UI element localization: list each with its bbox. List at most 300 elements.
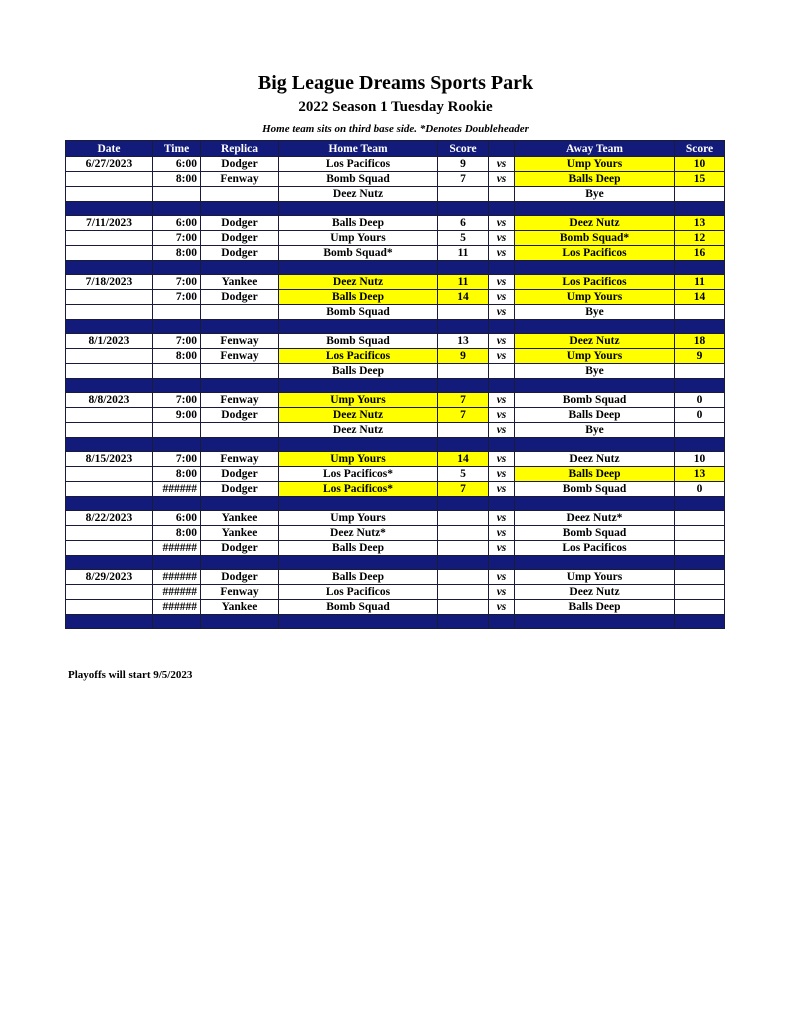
- field-replica: Dodger: [201, 570, 279, 585]
- game-date: 6/27/2023: [66, 157, 153, 172]
- separator-cell: [201, 379, 279, 393]
- header-home-team: Home Team: [279, 141, 438, 157]
- vs-label: vs: [489, 172, 515, 187]
- home-team: Bomb Squad: [279, 305, 438, 320]
- game-time: 8:00: [153, 172, 201, 187]
- away-team: Ump Yours: [515, 570, 675, 585]
- game-row: [66, 393, 725, 408]
- game-time: 7:00: [153, 452, 201, 467]
- game-date: 8/8/2023: [66, 393, 153, 408]
- away-team: Bomb Squad: [515, 393, 675, 408]
- separator-cell: [489, 615, 515, 629]
- game-time: 7:00: [153, 231, 201, 246]
- field-replica: Yankee: [201, 275, 279, 290]
- separator-cell: [515, 202, 675, 216]
- away-team: Los Pacificos: [515, 541, 675, 556]
- game-time: [153, 187, 201, 202]
- page-title: Big League Dreams Sports Park: [257, 72, 534, 94]
- field-replica: [201, 305, 279, 320]
- away-score: 13: [675, 467, 725, 482]
- playoffs-note: Playoffs will start 9/5/2023: [68, 669, 193, 681]
- separator-cell: [489, 320, 515, 334]
- game-time: 6:00: [153, 157, 201, 172]
- separator-cell: [438, 438, 489, 452]
- game-time: ######: [153, 570, 201, 585]
- page-subtitle: 2022 Season 1 Tuesday Rookie: [298, 99, 493, 115]
- home-team: Balls Deep: [279, 216, 438, 231]
- home-score: [438, 526, 489, 541]
- game-row: [66, 408, 725, 423]
- vs-label: vs: [489, 157, 515, 172]
- home-score: 7: [438, 172, 489, 187]
- away-team: Deez Nutz: [515, 452, 675, 467]
- field-replica: Yankee: [201, 600, 279, 615]
- vs-label: vs: [489, 393, 515, 408]
- game-time: 8:00: [153, 467, 201, 482]
- separator-cell: [515, 497, 675, 511]
- away-score: [675, 541, 725, 556]
- separator-cell: [279, 615, 438, 629]
- away-score: 10: [675, 157, 725, 172]
- vs-label: vs: [489, 216, 515, 231]
- field-replica: [201, 423, 279, 438]
- game-date: [66, 246, 153, 261]
- separator-cell: [489, 497, 515, 511]
- separator-cell: [66, 320, 153, 334]
- separator-cell: [201, 261, 279, 275]
- game-row: [66, 157, 725, 172]
- vs-label: vs: [489, 246, 515, 261]
- game-date: 7/18/2023: [66, 275, 153, 290]
- field-replica: Dodger: [201, 157, 279, 172]
- separator-cell: [515, 438, 675, 452]
- separator-cell: [438, 261, 489, 275]
- home-score: [438, 423, 489, 438]
- week-separator: [66, 261, 725, 275]
- separator-cell: [489, 379, 515, 393]
- separator-cell: [201, 615, 279, 629]
- away-team: Ump Yours: [515, 349, 675, 364]
- away-score: [675, 423, 725, 438]
- field-replica: Dodger: [201, 541, 279, 556]
- game-date: 8/1/2023: [66, 334, 153, 349]
- home-team: Los Pacificos*: [279, 482, 438, 497]
- game-row: [66, 541, 725, 556]
- field-replica: Dodger: [201, 216, 279, 231]
- week-separator: [66, 497, 725, 511]
- game-row: [66, 364, 725, 379]
- vs-label: [489, 364, 515, 379]
- separator-cell: [153, 615, 201, 629]
- week-separator: [66, 320, 725, 334]
- vs-label: vs: [489, 408, 515, 423]
- home-team: Ump Yours: [279, 511, 438, 526]
- separator-cell: [489, 438, 515, 452]
- separator-cell: [438, 556, 489, 570]
- vs-label: vs: [489, 305, 515, 320]
- separator-cell: [153, 261, 201, 275]
- away-score: 10: [675, 452, 725, 467]
- away-team: Los Pacificos: [515, 275, 675, 290]
- game-time: 8:00: [153, 246, 201, 261]
- game-date: [66, 408, 153, 423]
- game-date: 8/15/2023: [66, 452, 153, 467]
- game-row: [66, 511, 725, 526]
- game-row: [66, 216, 725, 231]
- away-score: 0: [675, 482, 725, 497]
- home-score: [438, 585, 489, 600]
- separator-cell: [66, 261, 153, 275]
- game-date: 7/11/2023: [66, 216, 153, 231]
- separator-cell: [153, 438, 201, 452]
- game-time: 9:00: [153, 408, 201, 423]
- home-team: Bomb Squad*: [279, 246, 438, 261]
- schedule-note: Home team sits on third base side. *Denotes Doubleheader: [262, 123, 529, 135]
- field-replica: Fenway: [201, 452, 279, 467]
- separator-cell: [675, 615, 725, 629]
- game-date: [66, 541, 153, 556]
- separator-cell: [153, 202, 201, 216]
- separator-cell: [279, 556, 438, 570]
- separator-cell: [279, 261, 438, 275]
- field-replica: Dodger: [201, 290, 279, 305]
- game-row: [66, 231, 725, 246]
- game-row: [66, 246, 725, 261]
- home-team: Deez Nutz: [279, 275, 438, 290]
- separator-cell: [66, 438, 153, 452]
- week-separator: [66, 615, 725, 629]
- separator-cell: [279, 379, 438, 393]
- game-time: ######: [153, 482, 201, 497]
- game-row: [66, 423, 725, 438]
- away-score: [675, 364, 725, 379]
- game-row: [66, 452, 725, 467]
- away-team: Deez Nutz: [515, 216, 675, 231]
- away-team: Ump Yours: [515, 290, 675, 305]
- separator-cell: [201, 438, 279, 452]
- game-time: ######: [153, 600, 201, 615]
- home-team: Ump Yours: [279, 393, 438, 408]
- home-team: Los Pacificos*: [279, 467, 438, 482]
- game-time: [153, 305, 201, 320]
- away-score: [675, 305, 725, 320]
- header-vs: [489, 141, 515, 157]
- home-score: 6: [438, 216, 489, 231]
- away-team: Balls Deep: [515, 467, 675, 482]
- away-score: 15: [675, 172, 725, 187]
- separator-cell: [438, 379, 489, 393]
- away-team: Deez Nutz: [515, 585, 675, 600]
- separator-cell: [515, 556, 675, 570]
- home-score: 5: [438, 467, 489, 482]
- game-row: [66, 600, 725, 615]
- field-replica: Dodger: [201, 408, 279, 423]
- game-time: [153, 364, 201, 379]
- vs-label: vs: [489, 349, 515, 364]
- game-row: [66, 482, 725, 497]
- separator-cell: [153, 379, 201, 393]
- away-team: Bye: [515, 364, 675, 379]
- header-time: Time: [153, 141, 201, 157]
- vs-label: vs: [489, 467, 515, 482]
- field-replica: Fenway: [201, 172, 279, 187]
- away-team: Balls Deep: [515, 172, 675, 187]
- game-time: ######: [153, 541, 201, 556]
- home-team: Ump Yours: [279, 452, 438, 467]
- home-score: 14: [438, 452, 489, 467]
- separator-cell: [438, 202, 489, 216]
- away-team: Ump Yours: [515, 157, 675, 172]
- separator-cell: [438, 615, 489, 629]
- home-score: [438, 511, 489, 526]
- home-score: 13: [438, 334, 489, 349]
- week-separator: [66, 438, 725, 452]
- separator-cell: [438, 497, 489, 511]
- vs-label: [489, 187, 515, 202]
- game-time: 7:00: [153, 275, 201, 290]
- separator-cell: [675, 497, 725, 511]
- home-score: [438, 600, 489, 615]
- field-replica: Dodger: [201, 246, 279, 261]
- game-row: [66, 305, 725, 320]
- game-time: 7:00: [153, 290, 201, 305]
- away-team: Balls Deep: [515, 600, 675, 615]
- home-score: 11: [438, 275, 489, 290]
- separator-cell: [515, 320, 675, 334]
- vs-label: vs: [489, 511, 515, 526]
- away-team: Bye: [515, 305, 675, 320]
- away-score: [675, 187, 725, 202]
- away-score: [675, 570, 725, 585]
- game-date: [66, 305, 153, 320]
- separator-cell: [438, 320, 489, 334]
- week-separator: [66, 379, 725, 393]
- game-date: [66, 423, 153, 438]
- game-date: [66, 172, 153, 187]
- game-date: [66, 231, 153, 246]
- game-time: [153, 423, 201, 438]
- game-row: [66, 275, 725, 290]
- away-score: 11: [675, 275, 725, 290]
- header-row: [66, 141, 725, 157]
- game-time: 8:00: [153, 526, 201, 541]
- separator-cell: [201, 497, 279, 511]
- game-date: [66, 585, 153, 600]
- home-score: 7: [438, 408, 489, 423]
- separator-cell: [675, 379, 725, 393]
- week-separator: [66, 556, 725, 570]
- away-team: Bye: [515, 187, 675, 202]
- away-team: Los Pacificos: [515, 246, 675, 261]
- separator-cell: [153, 320, 201, 334]
- header-away-score: Score: [675, 141, 725, 157]
- vs-label: vs: [489, 231, 515, 246]
- separator-cell: [675, 556, 725, 570]
- home-team: Deez Nutz: [279, 408, 438, 423]
- away-team: Bomb Squad*: [515, 231, 675, 246]
- separator-cell: [675, 438, 725, 452]
- schedule-body: [66, 157, 725, 629]
- game-time: 6:00: [153, 511, 201, 526]
- home-score: 11: [438, 246, 489, 261]
- separator-cell: [675, 202, 725, 216]
- game-row: [66, 172, 725, 187]
- away-score: 12: [675, 231, 725, 246]
- separator-cell: [201, 202, 279, 216]
- game-row: [66, 334, 725, 349]
- game-row: [66, 570, 725, 585]
- separator-cell: [66, 615, 153, 629]
- game-row: [66, 187, 725, 202]
- vs-label: vs: [489, 334, 515, 349]
- field-replica: Fenway: [201, 393, 279, 408]
- home-team: Balls Deep: [279, 541, 438, 556]
- home-score: 9: [438, 349, 489, 364]
- header-away-team: Away Team: [515, 141, 675, 157]
- game-row: [66, 585, 725, 600]
- vs-label: vs: [489, 585, 515, 600]
- away-score: [675, 600, 725, 615]
- game-time: 7:00: [153, 334, 201, 349]
- game-time: ######: [153, 585, 201, 600]
- away-score: [675, 526, 725, 541]
- away-score: 16: [675, 246, 725, 261]
- field-replica: Dodger: [201, 467, 279, 482]
- separator-cell: [153, 556, 201, 570]
- home-score: 9: [438, 157, 489, 172]
- vs-label: vs: [489, 570, 515, 585]
- separator-cell: [515, 615, 675, 629]
- game-row: [66, 349, 725, 364]
- separator-cell: [675, 261, 725, 275]
- home-team: Bomb Squad: [279, 334, 438, 349]
- game-date: [66, 600, 153, 615]
- away-score: 0: [675, 408, 725, 423]
- away-score: 9: [675, 349, 725, 364]
- separator-cell: [489, 202, 515, 216]
- field-replica: Fenway: [201, 585, 279, 600]
- field-replica: Yankee: [201, 511, 279, 526]
- away-team: Balls Deep: [515, 408, 675, 423]
- home-score: 5: [438, 231, 489, 246]
- separator-cell: [66, 497, 153, 511]
- header-replica: Replica: [201, 141, 279, 157]
- home-team: Bomb Squad: [279, 600, 438, 615]
- separator-cell: [489, 261, 515, 275]
- home-team: Los Pacificos: [279, 585, 438, 600]
- away-score: 0: [675, 393, 725, 408]
- field-replica: Dodger: [201, 231, 279, 246]
- field-replica: Fenway: [201, 334, 279, 349]
- home-team: Los Pacificos: [279, 157, 438, 172]
- away-score: 14: [675, 290, 725, 305]
- home-score: [438, 541, 489, 556]
- game-date: [66, 364, 153, 379]
- home-team: Balls Deep: [279, 290, 438, 305]
- header-home-score: Score: [438, 141, 489, 157]
- game-time: 8:00: [153, 349, 201, 364]
- separator-cell: [675, 320, 725, 334]
- game-row: [66, 467, 725, 482]
- separator-cell: [279, 202, 438, 216]
- separator-cell: [153, 497, 201, 511]
- home-score: [438, 305, 489, 320]
- away-score: 18: [675, 334, 725, 349]
- schedule-table: [65, 140, 725, 629]
- game-row: [66, 526, 725, 541]
- vs-label: vs: [489, 600, 515, 615]
- home-team: Balls Deep: [279, 364, 438, 379]
- away-score: 13: [675, 216, 725, 231]
- header-date: Date: [66, 141, 153, 157]
- field-replica: [201, 364, 279, 379]
- vs-label: vs: [489, 452, 515, 467]
- game-date: 8/29/2023: [66, 570, 153, 585]
- home-team: Deez Nutz: [279, 187, 438, 202]
- field-replica: [201, 187, 279, 202]
- field-replica: Yankee: [201, 526, 279, 541]
- away-team: Deez Nutz*: [515, 511, 675, 526]
- field-replica: Dodger: [201, 482, 279, 497]
- home-team: Bomb Squad: [279, 172, 438, 187]
- home-team: Balls Deep: [279, 570, 438, 585]
- game-time: 7:00: [153, 393, 201, 408]
- away-team: Bomb Squad: [515, 482, 675, 497]
- away-team: Deez Nutz: [515, 334, 675, 349]
- game-time: 6:00: [153, 216, 201, 231]
- separator-cell: [279, 320, 438, 334]
- home-team: Deez Nutz: [279, 423, 438, 438]
- game-row: [66, 290, 725, 305]
- home-team: Ump Yours: [279, 231, 438, 246]
- home-team: Los Pacificos: [279, 349, 438, 364]
- separator-cell: [66, 202, 153, 216]
- game-date: [66, 526, 153, 541]
- vs-label: vs: [489, 423, 515, 438]
- game-date: [66, 290, 153, 305]
- separator-cell: [489, 556, 515, 570]
- home-score: 7: [438, 482, 489, 497]
- game-date: [66, 467, 153, 482]
- home-score: [438, 364, 489, 379]
- away-score: [675, 585, 725, 600]
- home-score: [438, 187, 489, 202]
- vs-label: vs: [489, 275, 515, 290]
- separator-cell: [279, 438, 438, 452]
- home-score: [438, 570, 489, 585]
- home-score: 7: [438, 393, 489, 408]
- game-date: 8/22/2023: [66, 511, 153, 526]
- separator-cell: [66, 379, 153, 393]
- separator-cell: [515, 261, 675, 275]
- week-separator: [66, 202, 725, 216]
- away-score: [675, 511, 725, 526]
- separator-cell: [66, 556, 153, 570]
- separator-cell: [279, 497, 438, 511]
- home-score: 14: [438, 290, 489, 305]
- field-replica: Fenway: [201, 349, 279, 364]
- home-team: Deez Nutz*: [279, 526, 438, 541]
- vs-label: vs: [489, 526, 515, 541]
- away-team: Bomb Squad: [515, 526, 675, 541]
- away-team: Bye: [515, 423, 675, 438]
- game-date: [66, 187, 153, 202]
- vs-label: vs: [489, 482, 515, 497]
- game-date: [66, 482, 153, 497]
- separator-cell: [201, 320, 279, 334]
- game-date: [66, 349, 153, 364]
- vs-label: vs: [489, 541, 515, 556]
